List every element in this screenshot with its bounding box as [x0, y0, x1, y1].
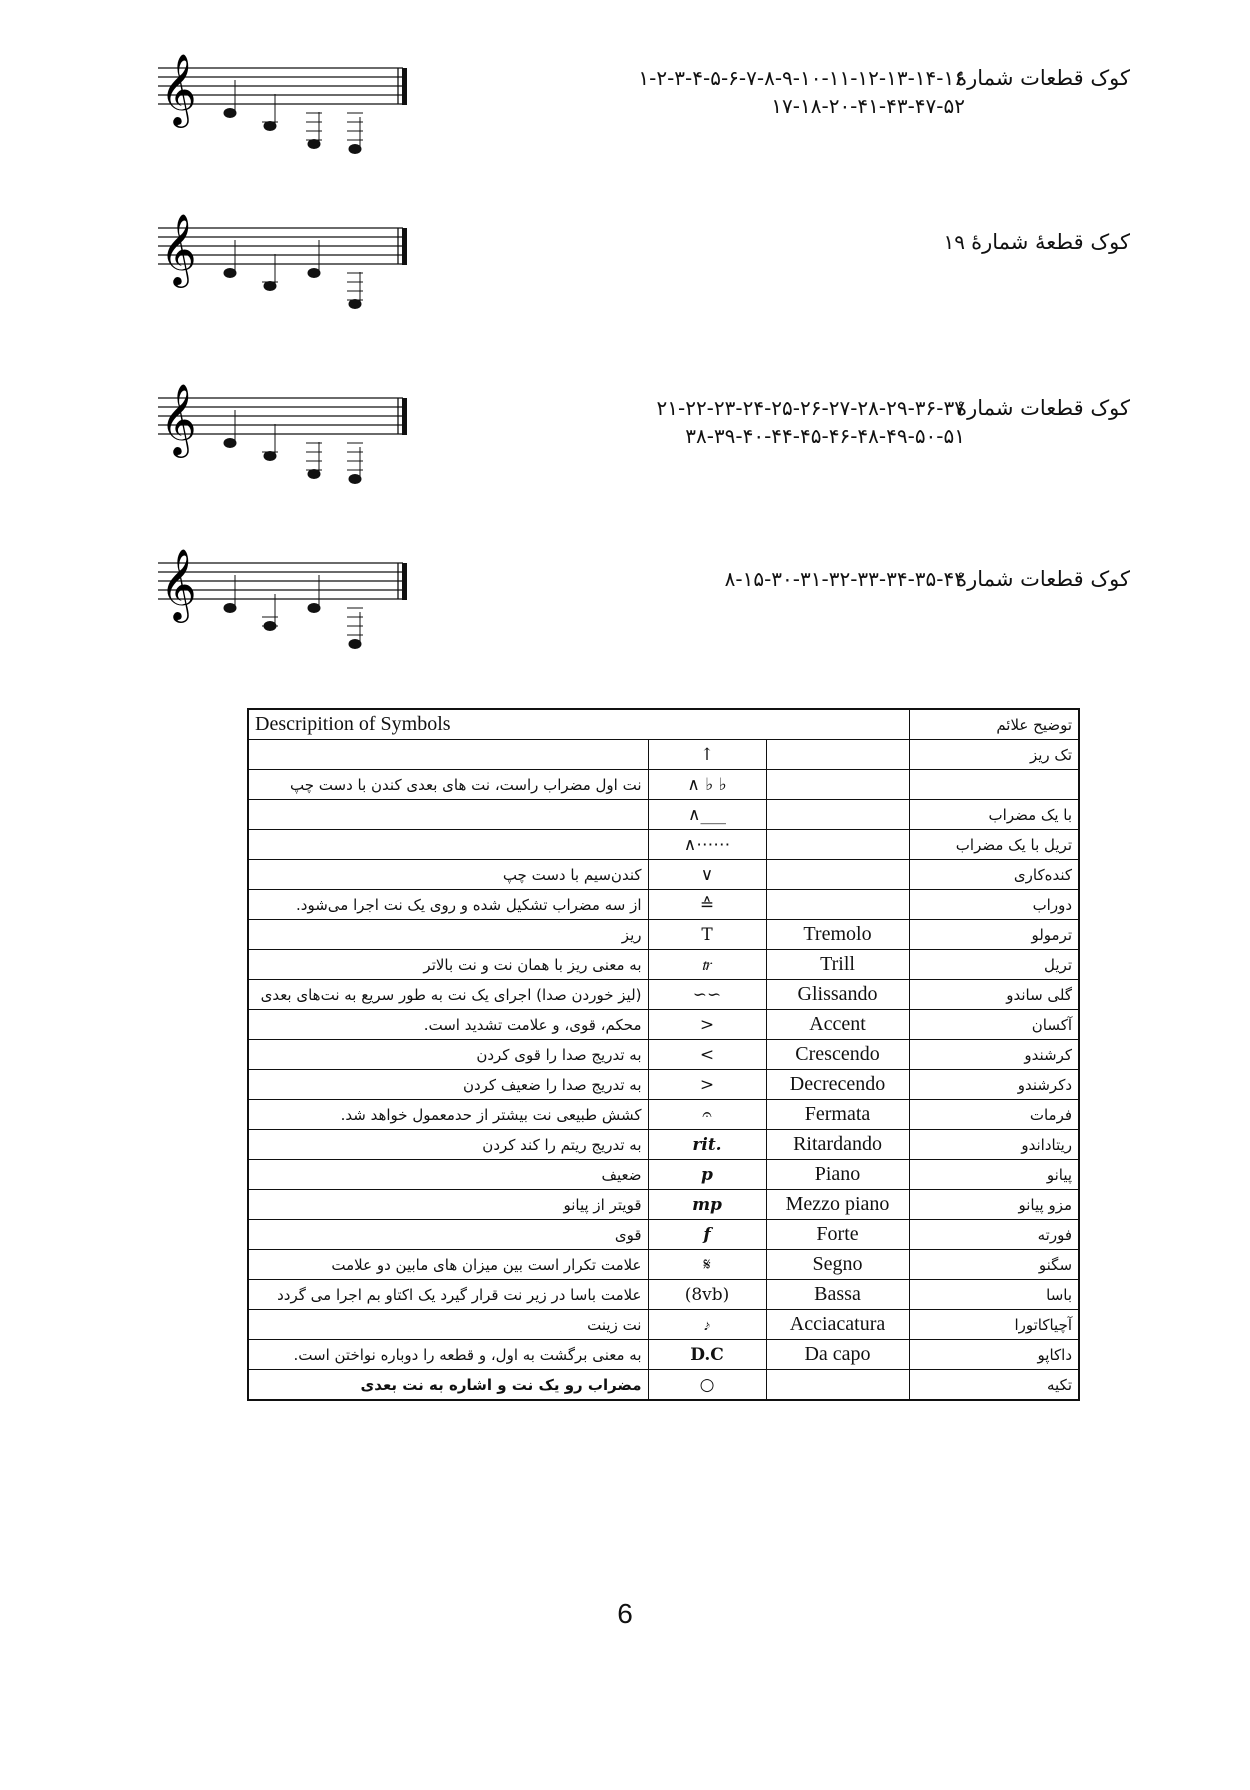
symbol-cell: (8vb)	[648, 1280, 766, 1310]
persian-name-cell: باسا	[909, 1280, 1079, 1310]
table-header-row	[248, 709, 1079, 740]
description-cell: مضراب رو یک نت و اشاره به نت بعدی	[248, 1370, 648, 1401]
header-persian: توضیح علائم	[909, 709, 1079, 740]
description-cell: کندن‌سیم با دست چپ	[248, 860, 648, 890]
tuning-numbers: ۸-۱۵-۳۰-۳۱-۳۲-۳۳-۳۴-۳۵-۴۲	[724, 567, 965, 591]
symbol-cell: 𝄐	[648, 1100, 766, 1130]
english-name-cell: Trill	[766, 950, 909, 980]
english-name-cell: Forte	[766, 1220, 909, 1250]
persian-name-cell: تکیه	[909, 1370, 1079, 1401]
english-name-cell: Fermata	[766, 1100, 909, 1130]
tuning-block-1	[0, 40, 1250, 170]
description-cell: به تدریج ریتم را کند کردن	[248, 1130, 648, 1160]
symbol-cell: ∧___	[648, 800, 766, 830]
table-row	[248, 950, 1079, 980]
symbol-cell: mp	[648, 1190, 766, 1220]
tuning-text-2	[490, 230, 1130, 270]
description-cell	[248, 740, 648, 770]
table-row	[248, 1250, 1079, 1280]
tuning-text-4	[490, 567, 1130, 607]
description-cell: نت زینت	[248, 1310, 648, 1340]
english-name-cell: Ritardando	[766, 1130, 909, 1160]
page-number: 6	[617, 1598, 633, 1629]
description-cell: قویتر از پیانو	[248, 1190, 648, 1220]
symbol-cell: D.C	[648, 1340, 766, 1370]
english-name-cell: Acciacatura	[766, 1310, 909, 1340]
table-row	[248, 740, 1079, 770]
svg-text:𝄞: 𝄞	[160, 212, 197, 285]
table-row	[248, 1220, 1079, 1250]
tuning-text-3	[490, 396, 1130, 456]
symbol-cell: <	[648, 1040, 766, 1070]
tuning-numbers: ۱-۲-۳-۴-۵-۶-۷-۸-۹-۱۰-۱۱-۱۲-۱۳-۱۴-۱۶	[638, 66, 965, 90]
persian-name-cell: آکسان	[909, 1010, 1079, 1040]
description-cell	[248, 830, 648, 860]
description-cell: محکم، قوی، و علامت تشدید است.	[248, 1010, 648, 1040]
symbol-cell: ∨	[648, 860, 766, 890]
description-cell: از سه مضراب تشکیل شده و روی یک نت اجرا می‌شود.	[248, 890, 648, 920]
english-name-cell	[766, 890, 909, 920]
description-cell: (لیز خوردن صدا) اجرای یک نت به طور سریع به نت‌های بعدی	[248, 980, 648, 1010]
english-name-cell: Da capo	[766, 1340, 909, 1370]
tuning-numbers: ۲۱-۲۲-۲۳-۲۴-۲۵-۲۶-۲۷-۲۸-۲۹-۳۶-۳۷	[656, 396, 965, 420]
persian-name-cell: دکرشندو	[909, 1070, 1079, 1100]
tuning-label: کوک قطعات شمارهٔ	[956, 567, 1130, 591]
english-name-cell	[766, 740, 909, 770]
table-row	[248, 1130, 1079, 1160]
symbols-table	[247, 708, 1080, 1401]
staff-tuning-1	[148, 40, 418, 165]
persian-name-cell: فرمات	[909, 1100, 1079, 1130]
table-row	[248, 1340, 1079, 1370]
english-name-cell: Bassa	[766, 1280, 909, 1310]
english-name-cell	[766, 800, 909, 830]
description-cell: به معنی برگشت به اول، و قطعه را دوباره نواختن است.	[248, 1340, 648, 1370]
symbol-cell: >	[648, 1070, 766, 1100]
description-cell: ریز	[248, 920, 648, 950]
english-name-cell: Piano	[766, 1160, 909, 1190]
symbol-cell: >	[648, 1010, 766, 1040]
tuning-block-3	[0, 370, 1250, 500]
english-name-cell: Crescendo	[766, 1040, 909, 1070]
table-row	[248, 1310, 1079, 1340]
persian-name-cell	[909, 770, 1079, 800]
tuning-text-1	[490, 66, 1130, 126]
table-row	[248, 980, 1079, 1010]
persian-name-cell: پیانو	[909, 1160, 1079, 1190]
description-cell	[248, 800, 648, 830]
english-name-cell	[766, 1370, 909, 1401]
symbol-cell: ↑	[648, 740, 766, 770]
symbol-cell: ○	[648, 1370, 766, 1401]
description-cell: به معنی ریز با همان نت و نت بالاتر	[248, 950, 648, 980]
persian-name-cell: با یک مضراب	[909, 800, 1079, 830]
staff-tuning-2	[148, 200, 418, 320]
persian-name-cell: سگنو	[909, 1250, 1079, 1280]
symbol-cell: p	[648, 1160, 766, 1190]
table-row	[248, 770, 1079, 800]
persian-name-cell: کرشندو	[909, 1040, 1079, 1070]
symbol-cell: 𝆔	[648, 1310, 766, 1340]
svg-text:𝄞: 𝄞	[160, 382, 197, 455]
symbol-cell: T	[648, 920, 766, 950]
english-name-cell: Segno	[766, 1250, 909, 1280]
description-cell: ضعیف	[248, 1160, 648, 1190]
persian-name-cell: داکاپو	[909, 1340, 1079, 1370]
description-cell: علامت تکرار است بین میزان های مابین دو علامت	[248, 1250, 648, 1280]
persian-name-cell: تک ریز	[909, 740, 1079, 770]
english-name-cell: Accent	[766, 1010, 909, 1040]
english-name-cell	[766, 860, 909, 890]
persian-name-cell: ترمولو	[909, 920, 1079, 950]
description-cell: قوی	[248, 1220, 648, 1250]
svg-text:𝄞: 𝄞	[160, 52, 197, 125]
tuning-numbers-continued: ۱۷-۱۸-۲۰-۴۱-۴۳-۴۷-۵۲	[771, 94, 965, 118]
description-cell: به تدریج صدا را ضعیف کردن	[248, 1070, 648, 1100]
symbol-cell: ∧⋯⋯	[648, 830, 766, 860]
tuning-block-2	[0, 200, 1250, 330]
symbol-cell: ≙	[648, 890, 766, 920]
tuning-label: کوک قطعهٔ شمارهٔ	[971, 230, 1130, 254]
description-cell: نت اول مضراب راست، نت های بعدی کندن با دست چپ	[248, 770, 648, 800]
persian-name-cell: مزو پیانو	[909, 1190, 1079, 1220]
symbol-cell: f	[648, 1220, 766, 1250]
english-name-cell: Tremolo	[766, 920, 909, 950]
english-name-cell: Glissando	[766, 980, 909, 1010]
persian-name-cell: ریتاداندو	[909, 1130, 1079, 1160]
tuning-label: کوک قطعات شمارهٔ	[956, 66, 1130, 90]
persian-name-cell: گلی ساندو	[909, 980, 1079, 1010]
english-name-cell: Decrecendo	[766, 1070, 909, 1100]
symbol-cell: rit.	[648, 1130, 766, 1160]
table-row	[248, 1190, 1079, 1220]
staff-tuning-3	[148, 370, 418, 495]
tuning-label: کوک قطعات شمارهٔ	[956, 396, 1130, 420]
table-row	[248, 1160, 1079, 1190]
persian-name-cell: آچیاکاتورا	[909, 1310, 1079, 1340]
symbol-cell: 𝄋	[648, 1250, 766, 1280]
tuning-numbers: ۱۹	[943, 230, 965, 254]
persian-name-cell: تریل	[909, 950, 1079, 980]
description-cell: علامت باسا در زیر نت قرار گیرد یک اکتاو بم اجرا می گردد	[248, 1280, 648, 1310]
table-row	[248, 1010, 1079, 1040]
table-row	[248, 1370, 1079, 1401]
symbol-cell: 𝆖	[648, 950, 766, 980]
table-row	[248, 860, 1079, 890]
table-row	[248, 1070, 1079, 1100]
header-english: Descripition of Symbols	[248, 709, 909, 740]
table-row	[248, 1100, 1079, 1130]
english-name-cell	[766, 770, 909, 800]
persian-name-cell: دوراب	[909, 890, 1079, 920]
description-cell: به تدریج صدا را قوی کردن	[248, 1040, 648, 1070]
table-row	[248, 1280, 1079, 1310]
description-cell: کشش طبیعی نت بیشتر از حدمعمول خواهد شد.	[248, 1100, 648, 1130]
table-row	[248, 920, 1079, 950]
table-row	[248, 800, 1079, 830]
staff-tuning-4	[148, 535, 418, 660]
symbol-cell: ∽∽	[648, 980, 766, 1010]
persian-name-cell: فورته	[909, 1220, 1079, 1250]
table-row	[248, 1040, 1079, 1070]
symbol-cell: ∧ ♭ ♭	[648, 770, 766, 800]
english-name-cell	[766, 830, 909, 860]
tuning-numbers-continued: ۳۸-۳۹-۴۰-۴۴-۴۵-۴۶-۴۸-۴۹-۵۰-۵۱	[685, 424, 965, 448]
svg-text:𝄞: 𝄞	[160, 547, 197, 620]
persian-name-cell: تریل با یک مضراب	[909, 830, 1079, 860]
english-name-cell: Mezzo piano	[766, 1190, 909, 1220]
table-row	[248, 890, 1079, 920]
tuning-block-4	[0, 535, 1250, 665]
persian-name-cell: کنده‌کاری	[909, 860, 1079, 890]
table-row	[248, 830, 1079, 860]
